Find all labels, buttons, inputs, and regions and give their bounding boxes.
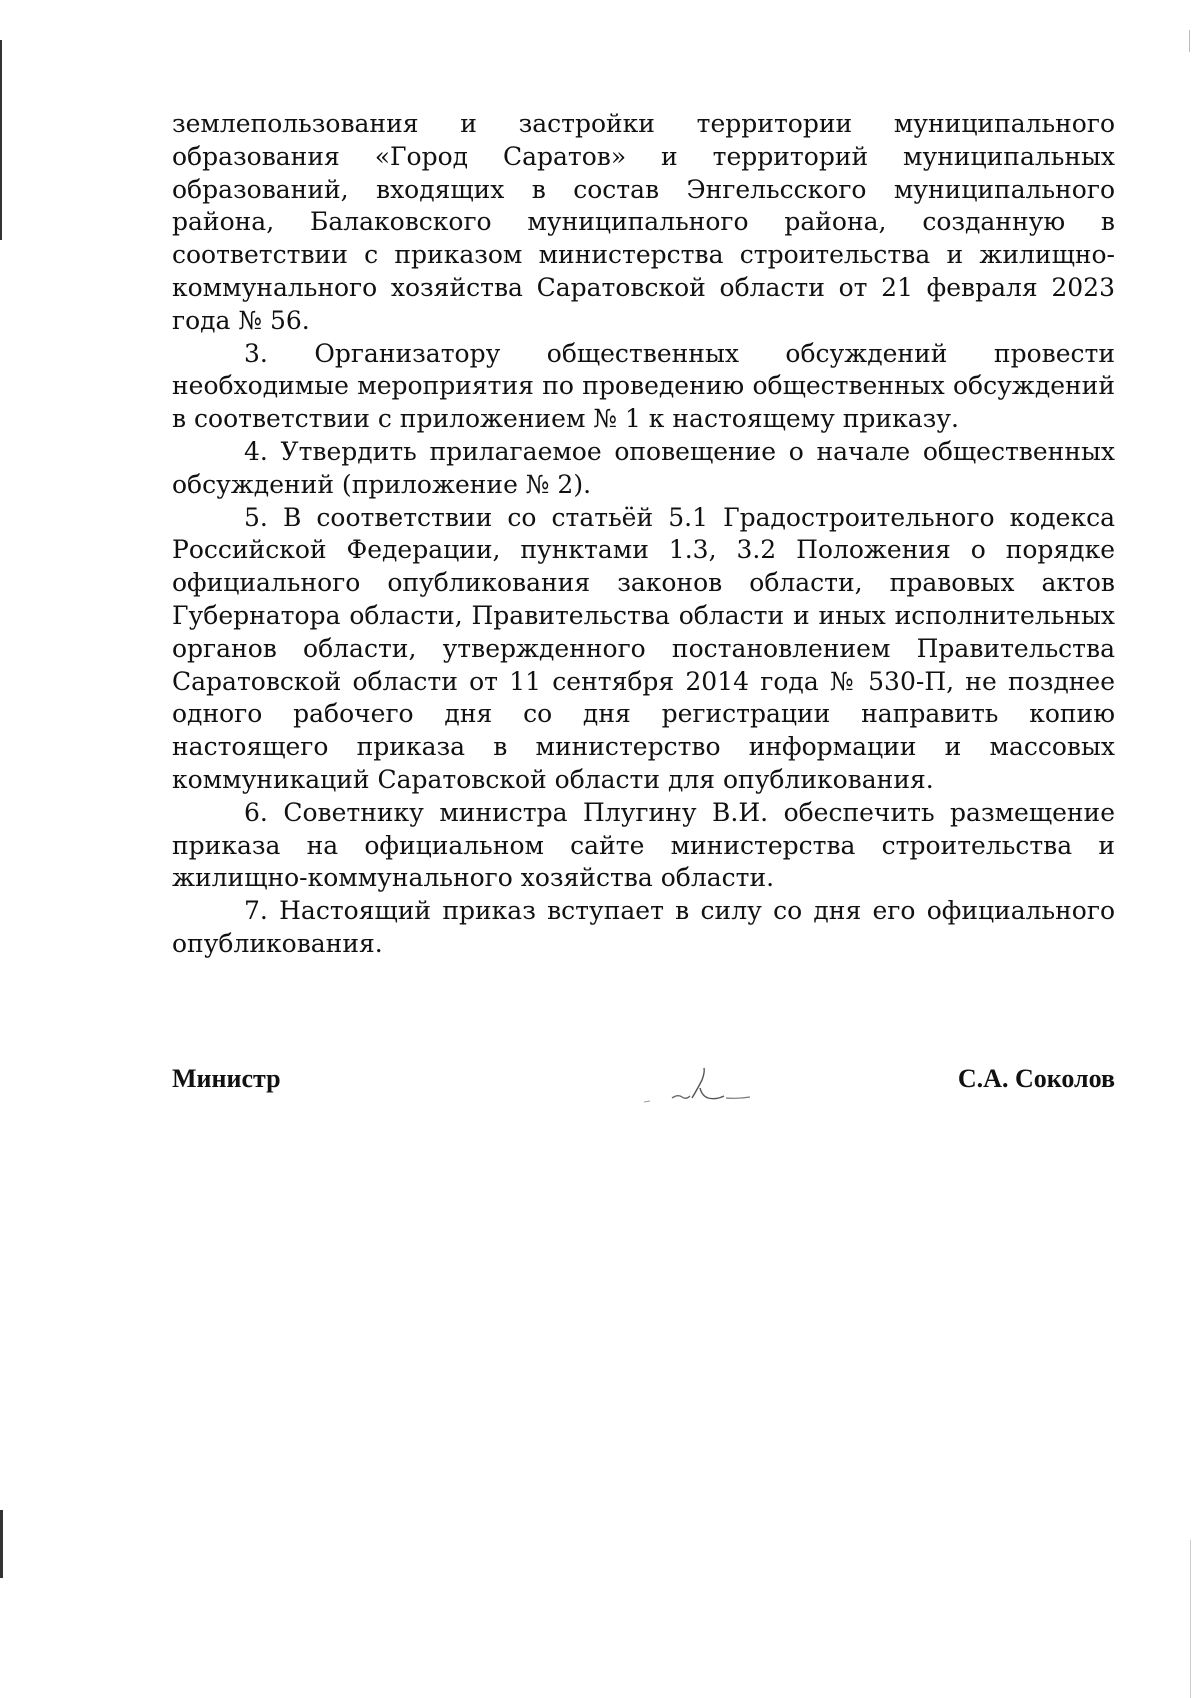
paragraph-item-7: 7. Настоящий приказ вступает в силу со дня его официального опубликования. <box>172 896 1115 958</box>
paragraph-item-3: 3. Организатору общественных обсуждений провести необходимые мероприятия по проведению общественных обсуждений в соответствии с приложением № 1 к настоящему приказу. <box>172 338 1115 434</box>
signature-block <box>172 1064 1115 1124</box>
scan-edge-mark-bottom-right <box>1190 1540 1191 1698</box>
document-body <box>172 108 1115 961</box>
paragraph-item-6: 6. Советнику министра Плугину В.И. обеспечить размещение приказа на официальном сайте министерства строительства и жилищно-коммунального хозяйства области. <box>172 797 1115 893</box>
signatory-name: С.А. Соколов <box>957 1064 1115 1093</box>
scan-edge-mark-top-right <box>1189 30 1190 52</box>
signatory-position: Министр <box>172 1064 281 1093</box>
scan-edge-mark-bottom-left <box>0 1510 3 1578</box>
paragraph-continuation: землепользования и застройки территории муниципального образования «Город Саратов» и территорий муниципальных образований, входящих в состав Энгельсского муниципального района, Балаковского муниципального района, созданную в соответствии с приказом министерства строительства и жилищно-коммунального хозяйства Саратовской области от 21 февраля 2023 года № 56. <box>172 109 1115 335</box>
handwritten-signature <box>642 1058 782 1108</box>
paragraph-item-5: 5. В соответствии со статьёй 5.1 Градостроительного кодекса Российской Федерации, пунктами 1.3, 3.2 Положения о порядке официального опубликования законов области, правовых актов Губернатора области, Правительства области и иных исполнительных органов области, утвержденного постановлением Правительства Саратовской области от 11 сентября 2014 года № 530-П, не позднее одного рабочего дня со дня регистрации направить копию настоящего приказа в министерство информации и массовых коммуникаций Саратовской области для опубликования. <box>172 502 1115 794</box>
paragraph-item-4: 4. Утвердить прилагаемое оповещение о начале общественных обсуждений (приложение № 2). <box>172 436 1115 499</box>
scan-edge-mark-top-left <box>0 40 2 240</box>
